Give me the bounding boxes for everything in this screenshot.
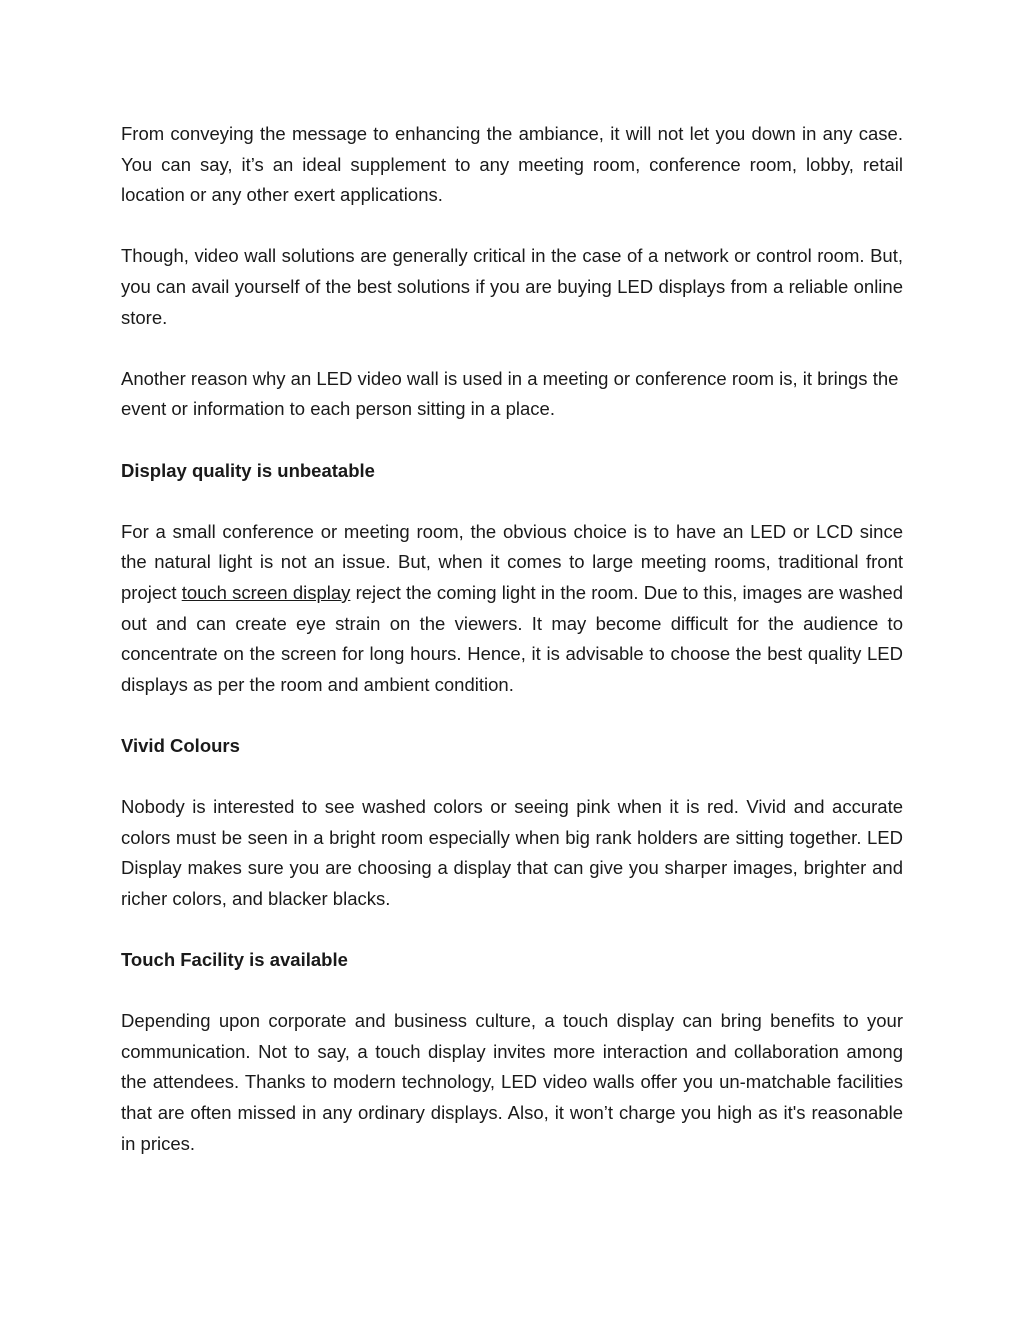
paragraph-display-quality-text-after: reject the coming light in the room. Due to this, images are washed out and can create eye strain on the viewers. It may become difficult for the audience to concentrate on the screen for long hours. Hence, it is advisable to choose the best quality LED displays as per the room and ambient condition.	[121, 581, 903, 695]
paragraph-vivid-colours: Nobody is interested to see washed colors or seeing pink when it is red. Vivid and accurate colors must be seen in a bright room especially when big rank holders are sitting together. LED Display makes sure you are choosing a display that can give you sharper images, brighter and richer colors, and blacker blacks.	[121, 796, 903, 909]
paragraph-another-reason: Another reason why an LED video wall is used in a meeting or conference room is, it brings the event or information to each person sitting in a place.	[121, 367, 899, 420]
paragraph-touch-facility: Depending upon corporate and business culture, a touch display can bring benefits to your communication. Not to say, a touch display invites more interaction and collaboration among the attendees. Thanks to modern technology, LED video walls offer you un-matchable facilities that are often missed in any ordinary displays. Also, it won’t charge you high as it's reasonable in prices.	[121, 1010, 903, 1154]
document-body	[121, 119, 903, 1190]
paragraph-video-wall-solutions: Though, video wall solutions are generally critical in the case of a network or control room. But, you can avail yourself of the best solutions if you are buying LED displays from a reliable online store.	[121, 245, 903, 328]
paragraph-display-quality-text-before: For a small conference or meeting room, the obvious choice is to have an LED or LCD since the natural light is not an issue. But, when it comes to large meeting rooms, traditional front project	[121, 520, 903, 603]
touch-screen-display-link[interactable]: touch screen display	[181, 581, 351, 603]
paragraph-display-quality	[121, 517, 903, 701]
heading-touch-facility: Touch Facility is available	[121, 949, 348, 971]
heading-display-quality: Display quality is unbeatable	[121, 459, 375, 481]
paragraph-intro: From conveying the message to enhancing the ambiance, it will not let you down in any case. You can say, it’s an ideal supplement to any meeting room, conference room, lobby, retail location or any other exert applications.	[121, 123, 903, 206]
heading-vivid-colours: Vivid Colours	[121, 734, 240, 756]
